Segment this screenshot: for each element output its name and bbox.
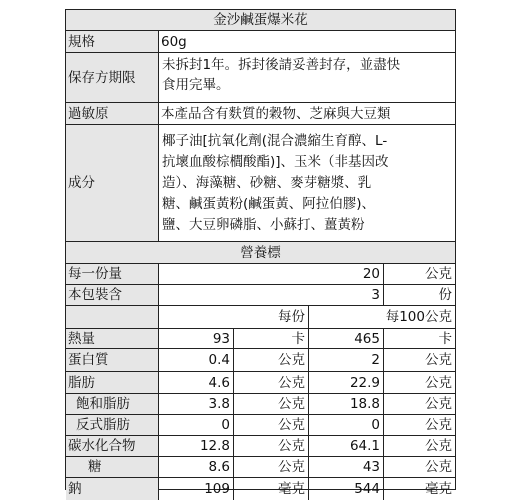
nutrient-per-100g-unit: 卡 — [438, 330, 452, 347]
nutrient-per-serving: 3.8 — [159, 394, 234, 414]
nutrient-per-serving: 8.6 — [159, 457, 234, 477]
nutrient-per-100g-unit: 公克 — [425, 374, 452, 391]
info-row-allergen — [66, 103, 455, 125]
nutrient-per-100g: 2 — [309, 349, 384, 371]
nutrient-per-100g-unit: 公克 — [425, 438, 452, 454]
info-label: 保存方期限 — [66, 53, 159, 102]
serving-size-row — [66, 264, 455, 285]
info-value: 椰子油[抗氧化劑(混合濃縮生育醇、L-抗壞血酸棕櫚酸酯)]、玉米（非基因改造）、海藻糖、砂糖、麥芽糖漿、乳糖、鹹蛋黃粉(鹹蛋黃、阿拉伯膠)、鹽、大豆卵磷脂、小蘇打、薑黃粉 — [162, 133, 389, 233]
nutrient-per-serving-unit: 公克 — [234, 415, 309, 435]
nutrient-per-serving: 4.6 — [159, 372, 234, 393]
nutrient-per-100g-unit: 公克 — [425, 417, 452, 433]
nutrient-per-100g-unit: 毫克 — [425, 481, 452, 497]
nutrient-per-serving-unit: 毫克 — [234, 478, 309, 500]
nutrient-per-serving-unit: 公克 — [234, 372, 309, 393]
nutrient-per-serving: 0.4 — [159, 349, 234, 371]
nutrient-name: 熱量 — [66, 329, 159, 348]
nutrient-per-100g-unit: 公克 — [425, 459, 452, 475]
serving-size-unit: 公克 — [425, 266, 452, 282]
nutrient-row — [66, 372, 455, 394]
nutrition-heading: 營養標 — [240, 244, 281, 261]
nutrient-row — [66, 436, 455, 457]
info-label: 成分 — [66, 125, 159, 241]
info-row-spec — [66, 31, 455, 53]
info-label: 規格 — [66, 31, 159, 52]
header-blank — [66, 306, 159, 328]
nutrient-per-100g-unit: 公克 — [425, 352, 452, 368]
servings-unit: 份 — [438, 287, 452, 303]
column-per-100g: 每100公克 — [385, 309, 452, 325]
nutrient-name: 反式脂肪 — [66, 415, 159, 435]
nutrient-name: 鈉 — [66, 478, 159, 500]
serving-size-label: 每一份量 — [66, 264, 159, 284]
nutrient-per-100g: 544 — [309, 478, 384, 500]
nutrient-name: 飽和脂肪 — [66, 394, 159, 414]
nutrient-per-100g: 43 — [309, 457, 384, 477]
info-label: 過敏原 — [66, 103, 159, 124]
nutrient-per-serving-unit: 公克 — [234, 457, 309, 477]
nutrient-per-100g: 465 — [309, 329, 384, 348]
info-value: 60g — [161, 33, 187, 50]
nutrient-row — [66, 349, 455, 372]
nutrient-per-100g: 64.1 — [309, 436, 384, 456]
nutrient-per-100g: 22.9 — [309, 372, 384, 393]
nutrient-row — [66, 478, 455, 497]
nutrient-name: 碳水化合物 — [66, 436, 159, 456]
info-row-ingredients — [66, 125, 455, 242]
nutrient-row — [66, 329, 455, 349]
title-row — [66, 10, 455, 31]
nutrient-row — [66, 394, 455, 415]
nutrition-column-header-row — [66, 306, 455, 329]
column-per-serving: 每份 — [159, 306, 309, 328]
product-label-table — [65, 9, 456, 497]
nutrient-per-serving-unit: 卡 — [234, 329, 309, 348]
nutrient-name: 蛋白質 — [66, 349, 159, 371]
nutrient-row — [66, 457, 455, 478]
product-title: 金沙鹹蛋爆米花 — [213, 12, 308, 28]
serving-size-value: 20 — [159, 264, 384, 284]
servings-label: 本包裝含 — [66, 285, 159, 305]
nutrient-per-100g: 0 — [309, 415, 384, 435]
info-value: 本產品含有麩質的穀物、芝麻與大豆類 — [161, 105, 391, 122]
nutrient-per-serving-unit: 公克 — [234, 394, 309, 414]
nutrient-name: 脂肪 — [66, 372, 159, 393]
nutrient-row — [66, 415, 455, 436]
nutrient-per-serving-unit: 公克 — [234, 349, 309, 371]
nutrient-per-100g: 18.8 — [309, 394, 384, 414]
info-row-shelf-life — [66, 53, 455, 103]
nutrient-name: 糖 — [66, 457, 159, 477]
nutrition-heading-row — [66, 242, 455, 264]
nutrient-per-serving-unit: 公克 — [234, 436, 309, 456]
nutrient-per-serving: 12.8 — [159, 436, 234, 456]
nutrient-per-serving: 109 — [159, 478, 234, 500]
nutrient-per-100g-unit: 公克 — [425, 396, 452, 412]
info-value: 未拆封1年。拆封後請妥善封存，並盡快食用完畢。 — [162, 57, 401, 93]
nutrient-per-serving: 93 — [159, 329, 234, 348]
servings-value: 3 — [159, 285, 384, 305]
nutrient-per-serving: 0 — [159, 415, 234, 435]
servings-row — [66, 285, 455, 306]
